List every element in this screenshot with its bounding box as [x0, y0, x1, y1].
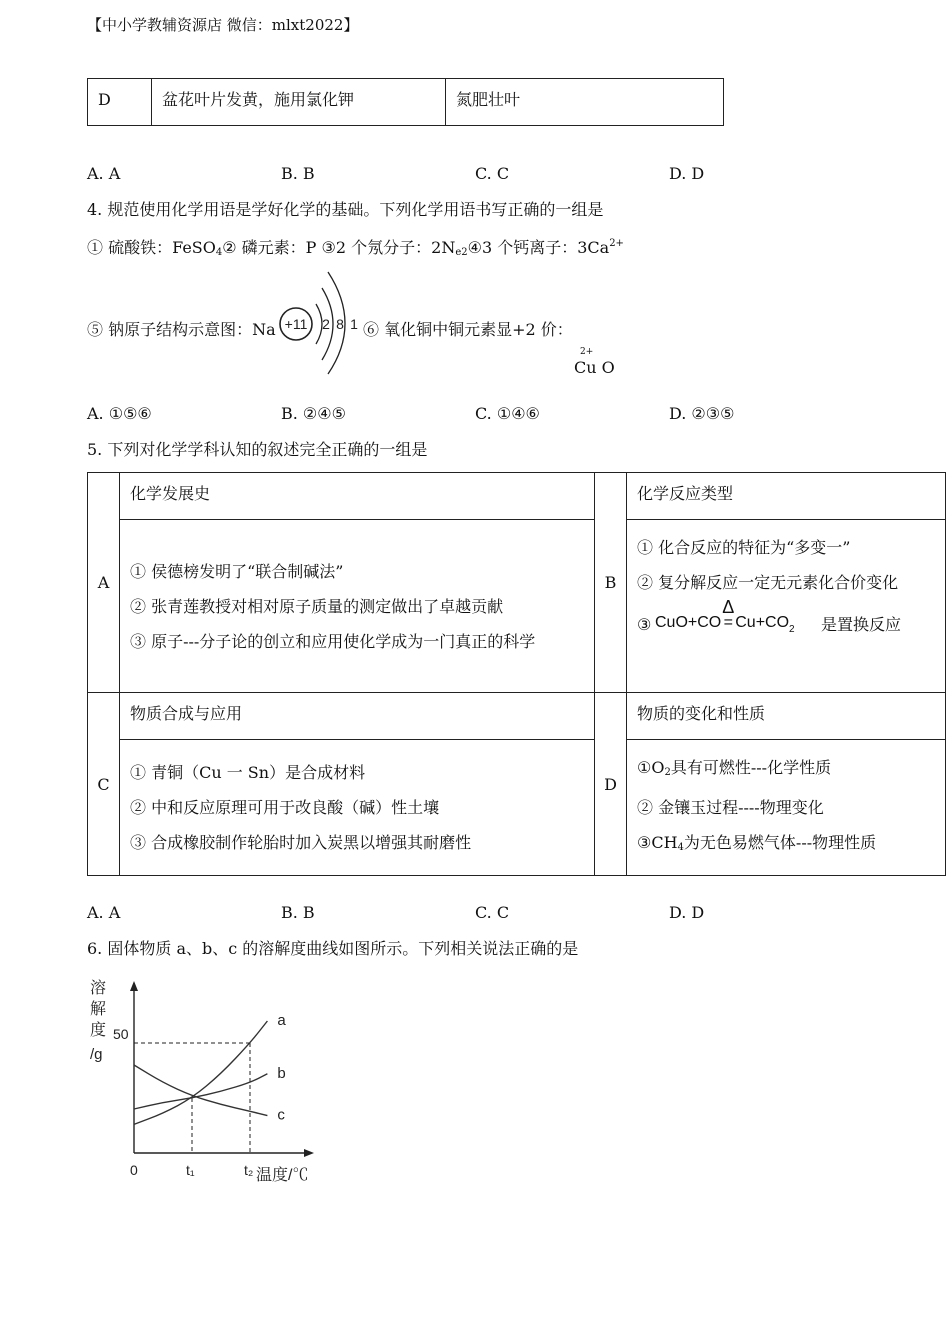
option-c[interactable]: C. ①④⑥ — [475, 404, 540, 423]
eq-right: Cu+CO — [735, 614, 790, 631]
subscript: 4 — [215, 247, 223, 258]
q5-b-item-2: ② 复分解反应一定无元素化合价变化 — [637, 573, 899, 592]
q5-c-item-3: ③ 合成橡胶制作轮胎时加入炭黑以增强其耐磨性 — [130, 833, 472, 852]
q4-line1 — [87, 233, 624, 264]
option-b[interactable]: B. B — [281, 164, 315, 183]
q4-item2-3: ② 磷元素：P ③2 个氖分子：2N — [222, 238, 456, 257]
text: ①O — [637, 758, 665, 777]
row-explain: 氮肥壮叶 — [456, 90, 521, 109]
eq-left: CuO+CO — [655, 614, 722, 631]
shell-3-count: 1 — [350, 316, 358, 332]
option-c[interactable]: C. C — [475, 164, 510, 183]
item-number: ③ — [637, 615, 652, 634]
q5-b-item-3 — [637, 597, 935, 648]
option-a[interactable]: A. A — [87, 903, 121, 922]
q5-c-items — [120, 745, 594, 870]
eq-suffix: 是置换反应 — [821, 615, 902, 634]
text: ③CH — [637, 833, 678, 852]
cu-formula: Cu O — [574, 358, 615, 377]
q5-c-item-2: ② 中和反应原理可用于改良酸（碱）性土壤 — [130, 798, 440, 817]
option-a[interactable]: A. A — [87, 164, 121, 183]
q5-label-b: B — [604, 573, 617, 592]
q5-d-item-2: ② 金镶玉过程----物理变化 — [637, 798, 824, 817]
solubility-chart — [86, 975, 326, 1190]
q5-c-title: 物质合成与应用 — [130, 704, 243, 723]
q4-options — [87, 404, 887, 426]
eq-condition: Δ — [722, 597, 735, 617]
y-label-char-1: 溶 — [90, 980, 107, 997]
q5-d-item-1 — [637, 750, 935, 790]
q3-table-row-d — [87, 78, 724, 126]
sodium-atom-diagram — [276, 266, 362, 378]
shell-arc-1 — [316, 304, 322, 344]
option-d[interactable]: D. D — [669, 903, 705, 922]
y-tick-50: 50 — [113, 1026, 129, 1042]
x-tick-0: 0 — [130, 1162, 138, 1178]
q5-stem: 5. 下列对化学学科认知的叙述完全正确的一组是 — [87, 440, 428, 459]
cu-valence: 2+ — [580, 347, 594, 357]
text: 为无色易燃气体---物理性质 — [683, 833, 877, 852]
x-axis-label: 温度/℃ — [256, 1167, 309, 1184]
y-axis-arrow — [130, 981, 138, 991]
shell-2-count: 8 — [336, 316, 344, 332]
x-tick-t2: t₂ — [244, 1162, 254, 1178]
q5-a-item-3: ③ 原子---分子论的创立和应用使化学成为一门真正的科学 — [130, 631, 536, 651]
y-label-char-4: /g — [90, 1046, 103, 1063]
y-label-char-2: 解 — [90, 1001, 107, 1018]
q5-label-d: D — [604, 774, 617, 794]
option-b[interactable]: B. B — [281, 903, 315, 922]
y-axis-label — [90, 979, 106, 1063]
y-label-char-3: 度 — [90, 1022, 107, 1039]
q5-a-title: 化学发展史 — [130, 484, 211, 503]
q6-stem: 6. 固体物质 a、b、c 的溶解度曲线如图所示。下列相关说法正确的是 — [87, 939, 579, 958]
curve-label-b: b — [277, 1064, 286, 1082]
subscript: 2 — [664, 767, 671, 778]
subscript: 4 — [677, 842, 684, 853]
q5-a-item-1: ① 侯德榜发明了“联合制碱法” — [130, 561, 344, 581]
option-b[interactable]: B. ②④⑤ — [281, 404, 346, 423]
q5-b-title: 化学反应类型 — [637, 484, 734, 503]
shell-1-count: 2 — [322, 316, 330, 332]
q3-options — [87, 164, 887, 186]
x-tick-t1: t₁ — [186, 1162, 195, 1178]
eq-arrow: Δ = — [722, 597, 735, 631]
q5-label-a: A — [97, 573, 110, 592]
q5-d-title: 物质的变化和性质 — [637, 704, 766, 723]
text: 具有可燃性---化学性质 — [670, 758, 832, 777]
q5-b-items — [627, 520, 945, 658]
q4-item1: ① 硫酸铁：FeSO — [87, 238, 216, 257]
equation — [655, 597, 795, 635]
page-header: 【中小学教辅资源店 微信：mlxt2022】 — [87, 16, 359, 34]
q5-a-items — [120, 544, 594, 669]
subscript: e2 — [455, 247, 468, 258]
q5-options — [87, 903, 887, 925]
q4-item4: ④3 个钙离子：3Ca — [467, 238, 610, 257]
q5-b-item-1: ① 化合反应的特征为“多变一” — [637, 538, 851, 557]
option-d[interactable]: D. D — [669, 164, 705, 183]
q4-line2-left: ⑤ 钠原子结构示意图：Na — [87, 320, 276, 339]
curve-label-c: c — [277, 1106, 285, 1124]
q5-label-c: C — [97, 774, 110, 794]
q5-d-item-3 — [637, 825, 935, 865]
curve-label-a: a — [277, 1012, 286, 1029]
row-label: D — [98, 90, 111, 109]
q4-stem: 4. 规范使用化学用语是学好化学的基础。下列化学用语书写正确的一组是 — [87, 200, 604, 219]
q5-a-item-2: ② 张青莲教授对相对原子质量的测定做出了卓越贡献 — [130, 596, 504, 616]
row-scene: 盆花叶片发黄，施用氯化钾 — [162, 90, 355, 109]
q5-table — [87, 472, 946, 876]
superscript: 2+ — [609, 238, 624, 249]
q5-c-item-1: ① 青铜（Cu 一 Sn）是合成材料 — [130, 763, 366, 782]
q5-d-items — [627, 740, 945, 875]
subscript: 2 — [789, 624, 795, 635]
x-axis-arrow — [304, 1149, 314, 1157]
curves — [134, 1012, 286, 1124]
q4-line2-right: ⑥ 氧化铜中铜元素显+2 价： — [363, 320, 573, 339]
nucleus-label: +11 — [284, 316, 308, 332]
option-a[interactable]: A. ①⑤⑥ — [87, 404, 152, 423]
option-d[interactable]: D. ②③⑤ — [669, 404, 735, 423]
curve-a — [134, 1021, 267, 1124]
option-c[interactable]: C. C — [475, 903, 510, 922]
